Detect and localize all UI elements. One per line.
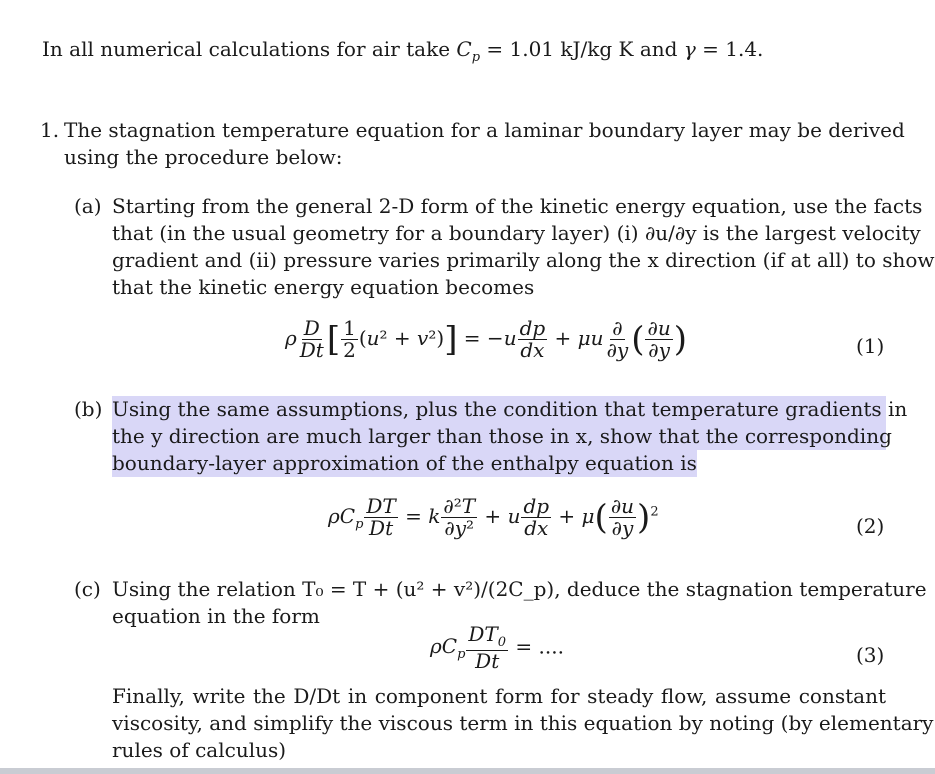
part-a-line: that the kinetic energy equation becomes [112, 275, 535, 299]
part-a-label: (a) [74, 194, 102, 218]
equation-number: (2) [856, 514, 885, 538]
part-b-line: the y direction are much larger than those in x, show that the corresponding [112, 424, 892, 448]
window-bottom-edge [0, 768, 935, 774]
part-a-line: that (in the usual geometry for a boundary layer) (i) ∂u/∂y is the largest velocity [112, 221, 921, 245]
equation-number: (1) [856, 334, 885, 358]
part-c-final-line: viscosity, and simplify the viscous term in this equation by noting (by elementary [112, 711, 934, 735]
part-c-final-line: Finally, write the D/Dt in component form for steady flow, assume constant [112, 684, 886, 708]
part-c-label: (c) [74, 577, 101, 601]
equation-2: $\rho C_p$ $\frac{DT}{Dt}$ = k $\frac{\text{∂²T}}{\text{∂y²}}$ + u $\frac{dp}{dx}$ + μ( $\frac{\partial u}{\partial y}$ )$^2$ [328, 494, 659, 540]
part-b-label: (b) [74, 397, 103, 421]
question-intro-line: The stagnation temperature equation for a laminar boundary layer may be derived [64, 118, 905, 142]
question-number: 1. [40, 118, 60, 142]
part-a-line: Starting from the general 2-D form of the kinetic energy equation, use the facts [112, 194, 923, 218]
part-c-line: equation in the form [112, 604, 320, 628]
header-note: In all numerical calculations for air take $C_p = 1.01$ kJ/kg K and γ = 1.4. [42, 37, 764, 65]
part-b-line: Using the same assumptions, plus the condition that temperature gradients in [112, 397, 908, 421]
part-b-line: boundary-layer approximation of the enthalpy equation is [112, 451, 697, 475]
question-intro-line: using the procedure below: [64, 145, 343, 169]
part-a-line: gradient and (ii) pressure varies primarily along the x direction (if at all) to show [112, 248, 935, 272]
part-c-line: Using the relation T₀ = T + (u² + v²)/(2C_p), deduce the stagnation temperature [112, 577, 927, 601]
equation-number: (3) [856, 643, 885, 667]
equation-3: $\rho C_p$ $\frac{DT_0}{Dt}$ = .... [430, 622, 564, 673]
part-c-final-line: rules of calculus) [112, 738, 287, 762]
equation-1: ρ $\frac{D}{Dt}$ [ $\frac{1}{2}$ (u² + v²)] = −u $\frac{dp}{dx}$ + μu $\frac{\partial}{\partial y}$ ( $\frac{\partial u}{\partial y}$ ) [285, 316, 687, 362]
